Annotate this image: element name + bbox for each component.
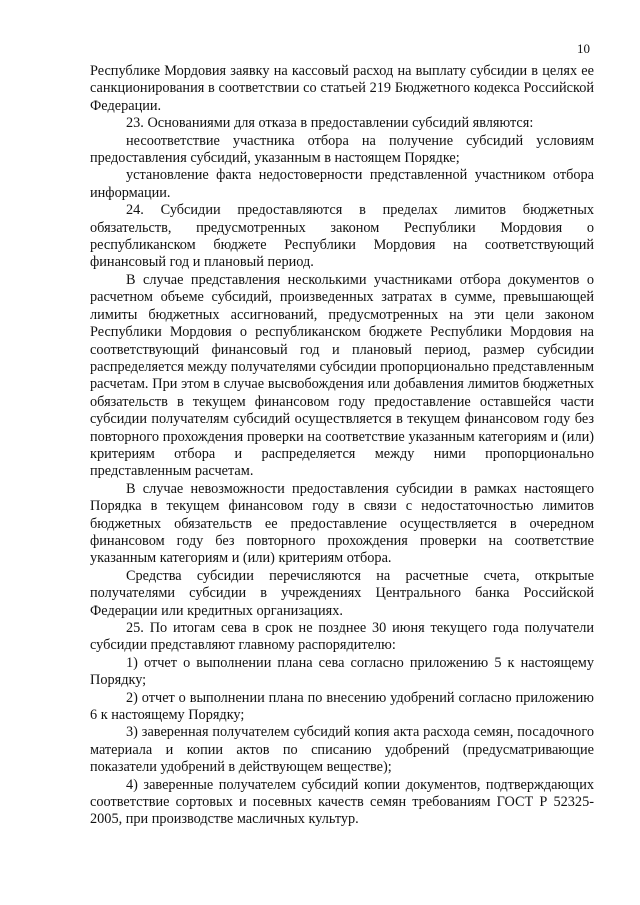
paragraph-10: 1) отчет о выполнении плана сева согласно приложению 5 к настоящему Порядку; — [90, 654, 594, 689]
paragraph-1: Республике Мордовия заявку на кассовый расход на выплату субсидии в целях ее санкционирования в соответствии со статьей 219 Бюджетного кодекса Российской Федерации. — [90, 63, 594, 114]
paragraph-4: установление факта недостоверности представленной участником отбора информации. — [90, 167, 594, 201]
page-number: 10 — [577, 41, 590, 56]
paragraph-13: 4) заверенные получателем субсидий копии документов, подтверждающих соответствие сортовых и посевных качеств семян требованиям ГОСТ Р 52325-2005, при производстве масличных культур. — [90, 776, 594, 828]
paragraph-5: 24. Субсидии предоставляются в пределах лимитов бюджетных обязательств, предусмотренных законом Республики Мордовия о республиканском бюджете Республики Мордовия на соответствующий финансовый год и плановый период. — [90, 202, 594, 271]
document-body — [90, 63, 594, 829]
paragraph-11: 2) отчет о выполнении плана по внесению удобрений согласно приложению 6 к настоящему Порядку; — [90, 689, 594, 724]
paragraph-3: несоответствие участника отбора на получение субсидий условиям предоставления субсидий, указанным в настоящем Порядке; — [90, 132, 594, 167]
paragraph-8: Средства субсидии перечисляются на расчетные счета, открытые получателями субсидии в учреждениях Центрального банка Российской Федерации или кредитных организациях. — [90, 567, 594, 619]
paragraph-12: 3) заверенная получателем субсидий копия акта расхода семян, посадочного материала и копии актов по списанию удобрений (предусматривающие показатели удобрений в действующем веществе); — [90, 724, 594, 776]
paragraph-6: В случае представления несколькими участниками отбора документов о расчетном объеме субсидий, произведенных затратах в сумме, превышающей лимиты бюджетных ассигнований, предусмотренных на эти цели законом Республики Мордовия о республиканском бюджете Республики Мордовия на соответствующий финансовый год и плановый период, размер субсидии распределяется между получателями субсидии пропорционально представленным расчетам. При этом в случае высвобождения или добавления лимитов бюджетных обязательств в текущем финансовом году предоставление оставшейся части субсидии получателям субсидий осуществляется в текущем финансовом году без повторного прохождения проверки на соответствие указанным категориям и (или) критериям отбора и распределяется между ними пропорционально представленным расчетам. — [90, 271, 594, 480]
paragraph-7: В случае невозможности предоставления субсидии в рамках настоящего Порядка в текущем финансовом году в связи с недостаточностью лимитов бюджетных обязательств ее предоставление осуществляется в очередном финансовом году без повторного прохождения проверки на соответствие указанным категориям и (или) критериям отбора. — [90, 480, 594, 567]
paragraph-2: 23. Основаниями для отказа в предоставлении субсидий являются: — [126, 115, 534, 132]
paragraph-9: 25. По итогам сева в срок не позднее 30 июня текущего года получатели субсидии представляют главному распорядителю: — [90, 620, 594, 654]
